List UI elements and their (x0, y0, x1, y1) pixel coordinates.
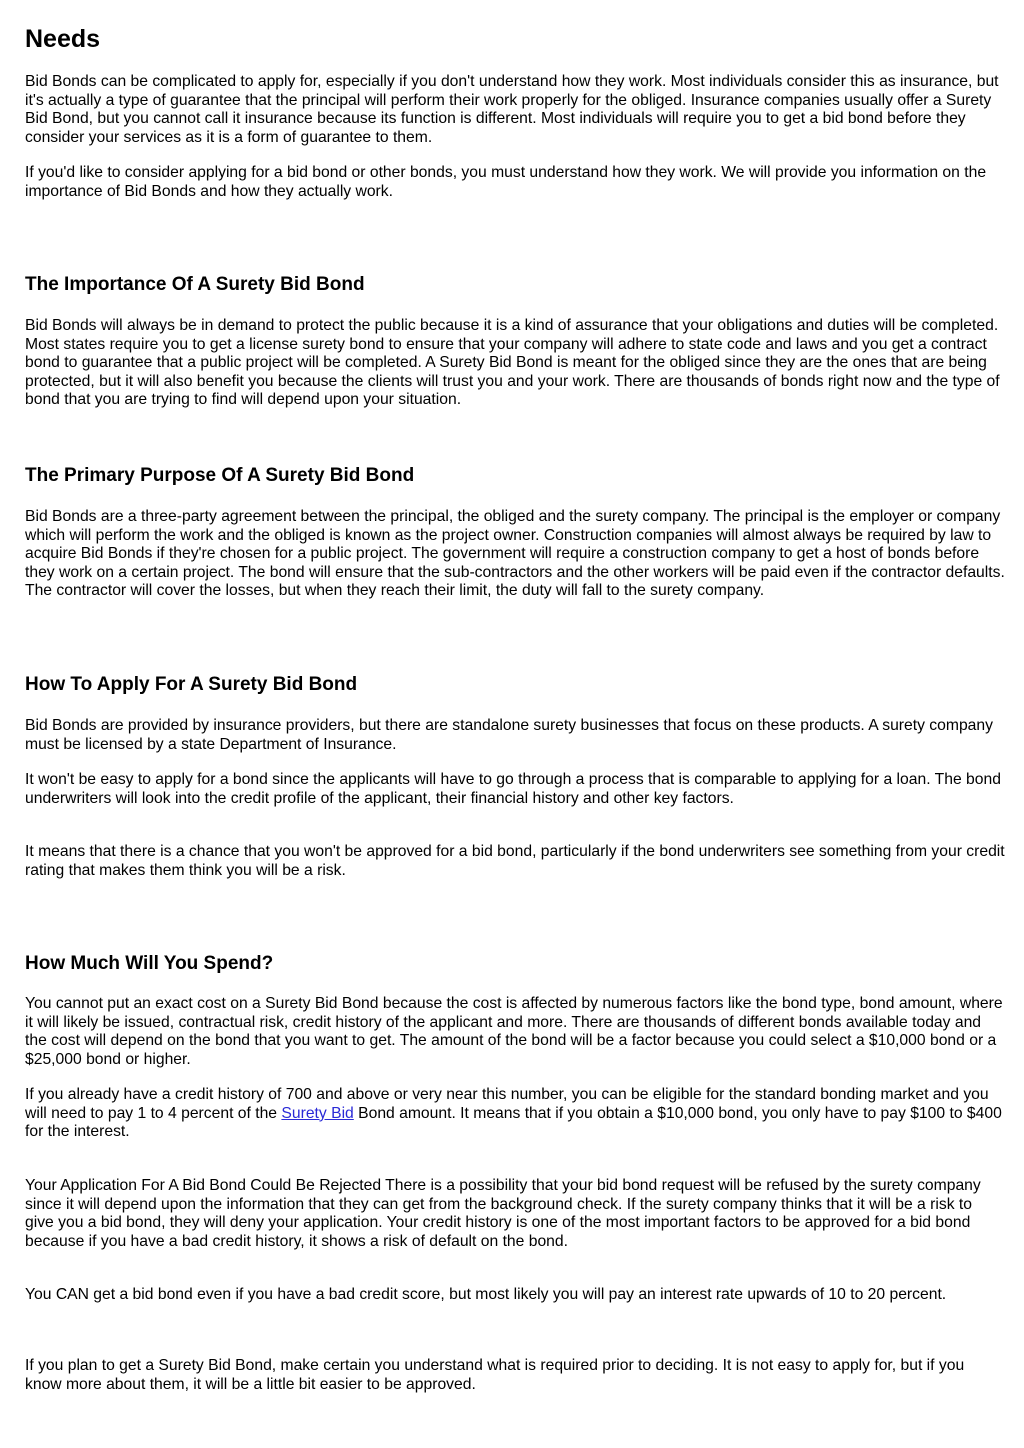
apply-paragraph-2: It won't be easy to apply for a bond since the applicants will have to go through a process that is comparable to applying for a loan. The bond underwriters will look into the credit profile of the applicant, their financial history and other key factors. (25, 771, 1001, 807)
intro-paragraph-1: Bid Bonds can be complicated to apply for, especially if you don't understand how they work. Most individuals consider this as insurance, but it's actually a type of guarantee that the principal will perform their work properly for the obliged. Insurance companies usually offer a Surety Bid Bond, but you cannot call it insurance because its function is different. Most individuals will require you to get a bid bond before they consider your services as it is a form of guarantee to them. (25, 73, 999, 146)
importance-paragraph: Bid Bonds will always be in demand to protect the public because it is a kind of assurance that your obligations and duties will be completed. Most states require you to get a license surety bond to ensure that your company will adhere to state code and laws and you get a contract bond to guarantee that a public project will be completed. A Surety Bid Bond is meant for the obliged since they are the ones that are being protected, but it will also benefit you because the clients will trust you and your work. There are thousands of bonds right now and the type of bond that you are trying to find will depend upon your situation. (25, 317, 1000, 409)
page-title: Needs (25, 25, 101, 53)
spend-paragraph-1: You cannot put an exact cost on a Surety Bid Bond because the cost is affected by numerous factors like the bond type, bond amount, where it will likely be issued, contractual risk, credit history of the applicant and more. There are thousands of different bonds available today and the cost will depend on the bond that you want to get. The amount of the bond will be a factor because you could select a $10,000 bond or a $25,000 bond or higher. (25, 995, 1003, 1068)
spend-paragraph-2-start: If you already have a credit history of 700 and above or very near this number, you can be eligible for the standard bonding market and you will need to pay 1 to 4 percent of the (25, 1086, 989, 1122)
spend-paragraph-2 (25, 1086, 1005, 1142)
purpose-heading: The Primary Purpose Of A Surety Bid Bond (25, 465, 415, 486)
apply-paragraph-3: It means that there is a chance that you won't be approved for a bid bond, particularly if the bond underwriters see something from your credit rating that makes them think you will be a risk. (25, 843, 1005, 879)
spend-heading: How Much Will You Spend? (25, 953, 274, 974)
spend-paragraph-3: Your Application For A Bid Bond Could Be Rejected There is a possibility that your bid bond request will be refused by the surety company since it will depend upon the information that they can get from the background check. If the surety company thinks that it will be a risk to give you a bid bond, they will deny your application. Your credit history is one of the most important factors to be approved for a bid bond because if you have a bad credit history, it shows a risk of default on the bond. (25, 1177, 981, 1250)
purpose-paragraph: Bid Bonds are a three-party agreement between the principal, the obliged and the surety company. The principal is the employer or company which will perform the work and the obliged is known as the project owner. Construction companies will almost always be required by law to acquire Bid Bonds if they're chosen for a public project. The government will require a construction company to get a host of bonds before they work on a certain project. The bond will ensure that the sub-contractors and the other workers will be paid even if the contractor defaults. The contractor will cover the losses, but when they reach their limit, the duty will fall to the surety company. (25, 508, 1005, 600)
intro-paragraph-2: If you'd like to consider applying for a bid bond or other bonds, you must understand how they work. We will provide you information on the importance of Bid Bonds and how they actually work. (25, 164, 987, 200)
apply-paragraph-1: Bid Bonds are provided by insurance providers, but there are standalone surety businesses that focus on these products. A surety company must be licensed by a state Department of Insurance. (25, 717, 993, 753)
spend-paragraph-5: If you plan to get a Surety Bid Bond, make certain you understand what is required prior to deciding. It is not easy to apply for, but if you know more about them, it will be a little bit easier to be approved. (25, 1357, 965, 1393)
importance-heading: The Importance Of A Surety Bid Bond (25, 274, 365, 295)
apply-heading: How To Apply For A Surety Bid Bond (25, 674, 358, 695)
spend-paragraph-4: You CAN get a bid bond even if you have a bad credit score, but most likely you will pay an interest rate upwards of 10 to 20 percent. (25, 1286, 947, 1303)
surety-bid-link[interactable]: Surety Bid (281, 1104, 354, 1122)
spend-paragraph-2-end: Bond amount. It means that if you obtain a $10,000 bond, you only have to pay $100 to $400 for the interest. (25, 1104, 1002, 1141)
